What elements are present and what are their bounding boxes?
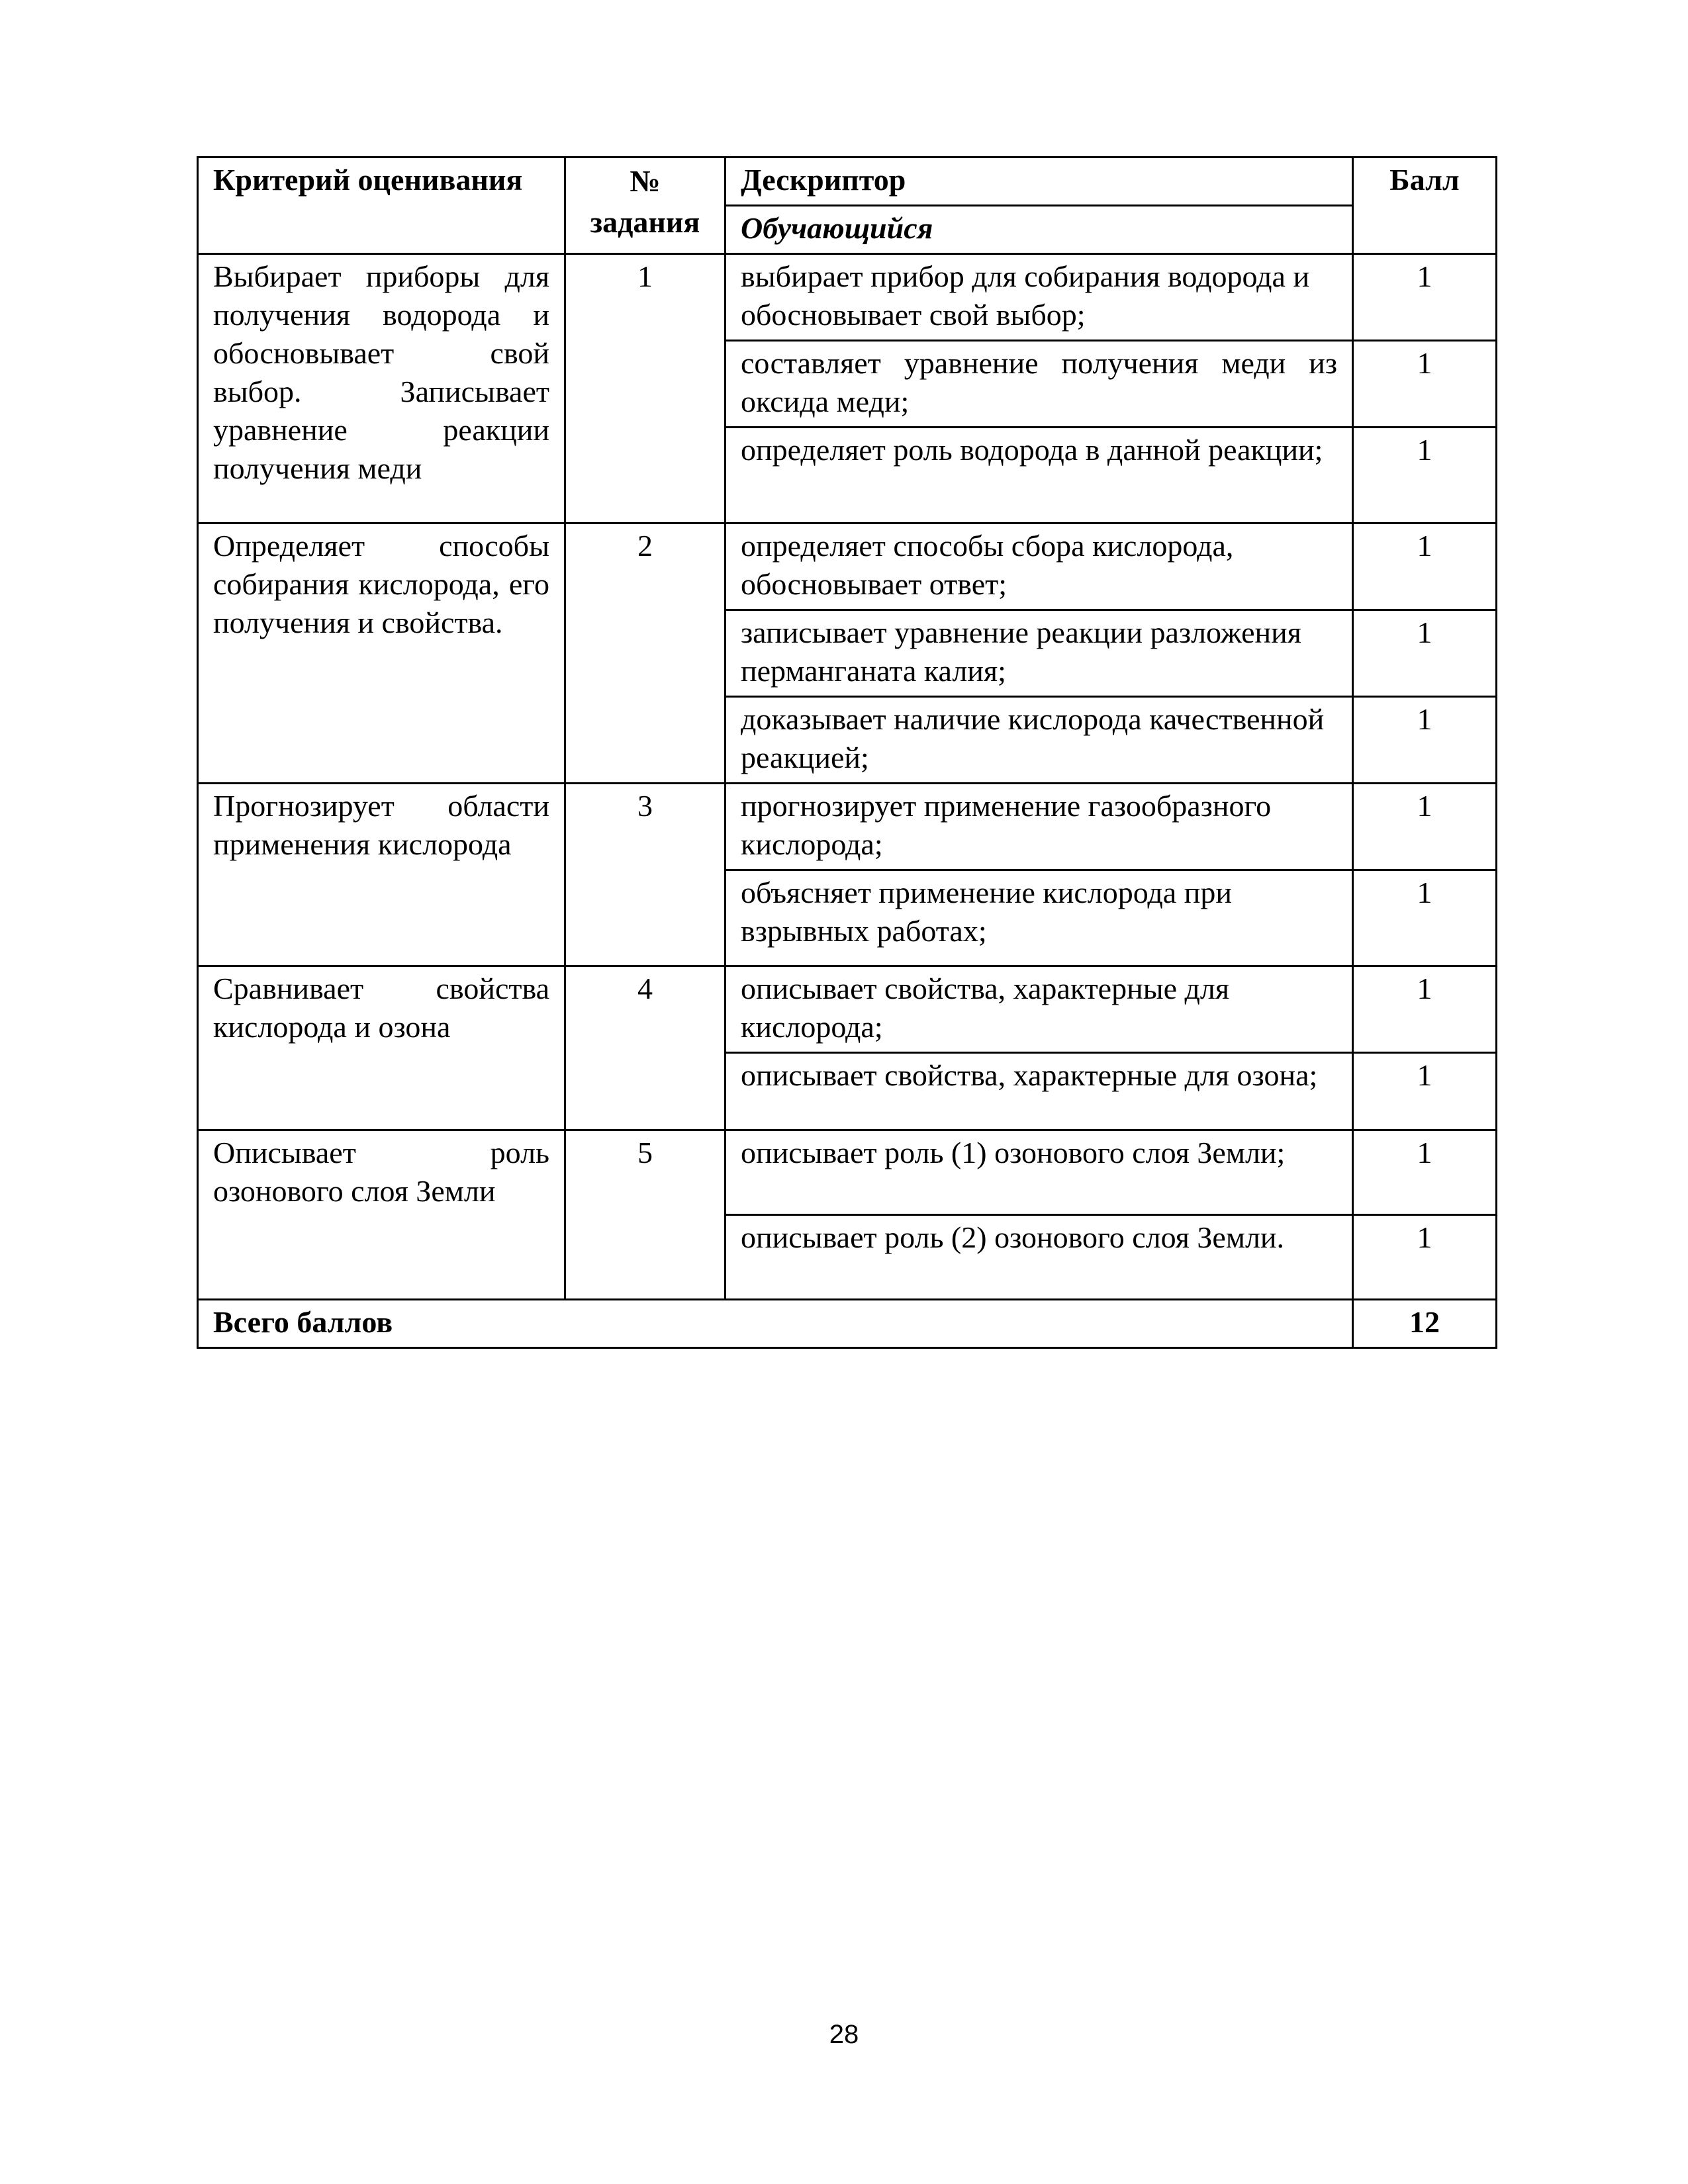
descriptor-cell: определяет способы сбора кислорода, обосновывает ответ; bbox=[726, 523, 1353, 610]
total-score: 12 bbox=[1353, 1300, 1497, 1348]
score-cell: 1 bbox=[1353, 254, 1497, 341]
table-row bbox=[198, 1130, 1497, 1215]
score-cell: 1 bbox=[1353, 784, 1497, 870]
score-cell: 1 bbox=[1353, 870, 1497, 966]
task-number-cell: 4 bbox=[565, 966, 726, 1130]
descriptor-cell: описывает свойства, характерные для озона; bbox=[726, 1053, 1353, 1130]
criterion-header: Критерий оценивания bbox=[198, 158, 565, 254]
criterion-cell: Определяет способы собирания кислорода, его получения и свойства. bbox=[198, 523, 565, 784]
task-number-header-line2: задания bbox=[590, 205, 700, 239]
descriptor-cell: описывает свойства, характерные для кислорода; bbox=[726, 966, 1353, 1053]
task-number-cell: 2 bbox=[565, 523, 726, 784]
score-cell: 1 bbox=[1353, 697, 1497, 784]
criterion-cell: Описывает роль озонового слоя Земли bbox=[198, 1130, 565, 1300]
descriptor-cell: записывает уравнение реакции разложения перманганата калия; bbox=[726, 610, 1353, 697]
score-cell: 1 bbox=[1353, 966, 1497, 1053]
task-number-cell: 5 bbox=[565, 1130, 726, 1300]
criterion-cell: Сравнивает свойства кислорода и озона bbox=[198, 966, 565, 1130]
descriptor-cell: прогнозирует применение газообразного кислорода; bbox=[726, 784, 1353, 870]
descriptor-cell: объясняет применение кислорода при взрывных работах; bbox=[726, 870, 1353, 966]
score-cell: 1 bbox=[1353, 341, 1497, 428]
task-number-cell: 3 bbox=[565, 784, 726, 966]
descriptor-cell: описывает роль (1) озонового слоя Земли; bbox=[726, 1130, 1353, 1215]
score-cell: 1 bbox=[1353, 523, 1497, 610]
header-row bbox=[198, 158, 1497, 206]
assessment-rubric-table bbox=[197, 156, 1497, 1349]
score-cell: 1 bbox=[1353, 428, 1497, 523]
table-row bbox=[198, 254, 1497, 341]
table-row bbox=[198, 523, 1497, 610]
descriptor-cell: составляет уравнение получения меди из оксида меди; bbox=[726, 341, 1353, 428]
score-cell: 1 bbox=[1353, 1053, 1497, 1130]
score-cell: 1 bbox=[1353, 610, 1497, 697]
score-cell: 1 bbox=[1353, 1215, 1497, 1300]
descriptor-cell: выбирает прибор для собирания водорода и обосновывает свой выбор; bbox=[726, 254, 1353, 341]
total-row bbox=[198, 1300, 1497, 1348]
criterion-cell: Прогнозирует области применения кислорода bbox=[198, 784, 565, 966]
task-number-header-line1: № bbox=[630, 164, 661, 198]
score-header: Балл bbox=[1353, 158, 1497, 254]
table-row bbox=[198, 966, 1497, 1053]
criterion-cell: Выбирает приборы для получения водорода и обосновывает свой выбор. Записывает уравнение реакции получения меди bbox=[198, 254, 565, 523]
descriptor-subheader: Обучающийся bbox=[726, 206, 1353, 254]
descriptor-cell: доказывает наличие кислорода качественной реакцией; bbox=[726, 697, 1353, 784]
table-row bbox=[198, 784, 1497, 870]
descriptor-cell: описывает роль (2) озонового слоя Земли. bbox=[726, 1215, 1353, 1300]
task-number-cell: 1 bbox=[565, 254, 726, 523]
descriptor-header: Дескриптор bbox=[726, 158, 1353, 206]
task-number-header bbox=[565, 158, 726, 254]
score-cell: 1 bbox=[1353, 1130, 1497, 1215]
page-number: 28 bbox=[829, 2020, 859, 2049]
total-label: Всего баллов bbox=[198, 1300, 1353, 1348]
descriptor-cell: определяет роль водорода в данной реакции; bbox=[726, 428, 1353, 523]
